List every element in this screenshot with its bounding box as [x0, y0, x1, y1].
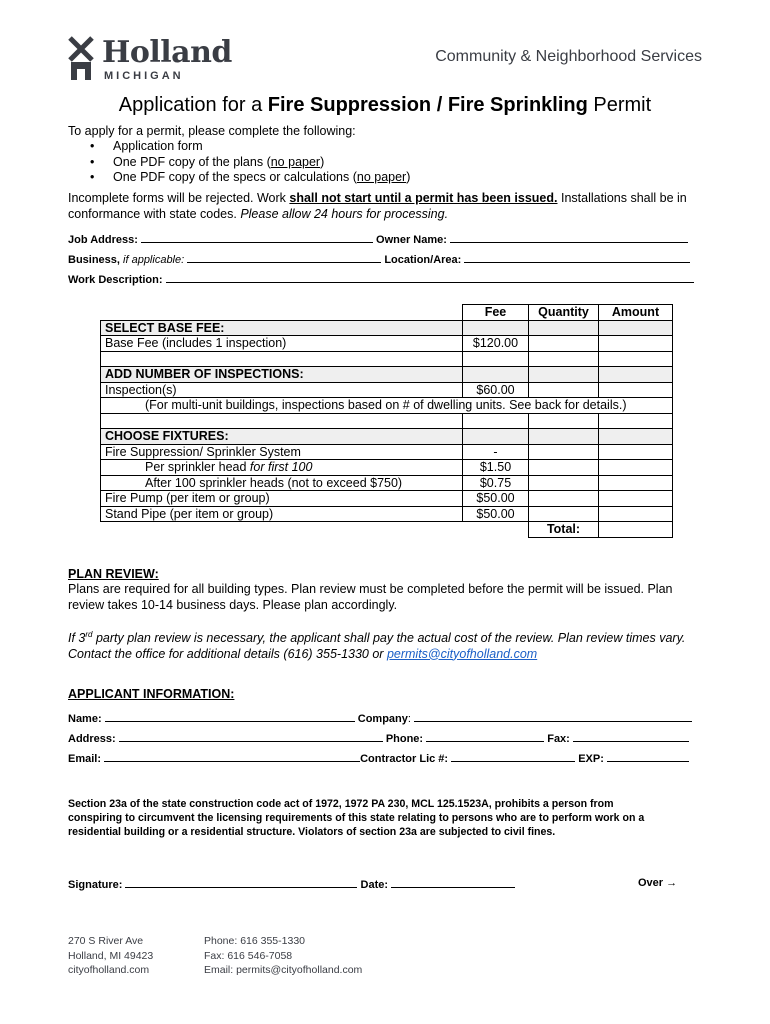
table-row [101, 460, 673, 476]
exp-label: EXP: [578, 753, 604, 765]
footer-email[interactable]: Email: permits@cityofholland.com [204, 964, 363, 976]
spacer-row [101, 413, 673, 429]
company-label: Company [357, 713, 408, 725]
fixture-fee: $50.00 [463, 506, 529, 522]
arrow-right-icon: → [666, 877, 678, 889]
signature-input[interactable] [125, 877, 357, 888]
business-label: Business, [68, 254, 120, 266]
title-post: Permit [587, 94, 652, 116]
permits-email-link[interactable]: permits@cityofholland.com [386, 646, 538, 661]
exp-input[interactable] [607, 751, 689, 762]
work-description-row [68, 272, 700, 286]
base-fee-section: SELECT BASE FEE: [101, 320, 463, 336]
footer-fax: Fax: 616 546-7058 [204, 949, 293, 962]
fixture-amount[interactable] [599, 506, 673, 522]
fixture-label: After 100 sprinkler heads (not to exceed $750) [101, 475, 463, 491]
plan-review-text: Plans are required for all building types. Plan review must be completed before the permit will be issued. Plan review takes 10-14 business days. Please plan accordingly. [68, 582, 673, 612]
phone-label: Phone: [385, 733, 424, 745]
table-row [101, 444, 673, 460]
fixture-amount[interactable] [599, 460, 673, 476]
table-row [101, 382, 673, 398]
address-input[interactable] [119, 731, 383, 742]
job-address-label: Job Address: [68, 234, 138, 246]
logo-state: MICHIGAN [104, 70, 184, 82]
section-row [101, 367, 673, 383]
list-item: • One PDF copy of the specs or calculations (no paper) [68, 170, 410, 186]
inspections-note: (For multi-unit buildings, inspections based on # of dwelling units. See back for details.) [101, 398, 673, 414]
section-row [101, 320, 673, 336]
phone-input[interactable] [426, 731, 544, 742]
incomplete-warning: Incomplete forms will be rejected. Work shall not start until a permit has been issued. Installations shall be in conformance with state codes. Please allow 24 hours for processing. [68, 191, 687, 221]
fee-table [100, 304, 672, 538]
owner-name-input[interactable] [450, 232, 688, 243]
intro-lead: To apply for a permit, please complete the following: [68, 124, 356, 138]
table-row [101, 336, 673, 352]
location-input[interactable] [464, 252, 690, 263]
quantity-header: Quantity [529, 305, 599, 321]
email-label: Email: [68, 753, 102, 765]
fixture-label: Stand Pipe (per item or group) [101, 506, 463, 522]
signature-label: Signature: [68, 879, 123, 891]
holland-logo [68, 35, 232, 84]
fixture-fee: $1.50 [463, 460, 529, 476]
title-bold: Fire Suppression / Fire Sprinkling [267, 94, 588, 116]
footer-city-line: Holland, MI 49423 [68, 949, 154, 962]
fixture-quantity[interactable] [529, 475, 599, 491]
legal-notice: Section 23a of the state construction code act of 1972, 1972 PA 230, MCL 125.1523A, prohibits a person from conspiring to circumvent the licensing requirements of this state relating to persons who are to perform work on a residential building or a residential structure. Violators of section 23a are subjected to civil fines. [68, 798, 645, 838]
email-input[interactable] [104, 751, 360, 762]
inspections-label: Inspection(s) [101, 382, 463, 398]
base-fee-label: Base Fee (includes 1 inspection) [101, 336, 463, 352]
fixture-fee: $0.75 [463, 475, 529, 491]
fixture-label: Fire Suppression/ Sprinkler System [101, 444, 463, 460]
table-row [101, 506, 673, 522]
name-input[interactable] [105, 711, 355, 722]
address-label: Address: [68, 733, 116, 745]
company-input[interactable] [414, 711, 692, 722]
footer-contact [204, 934, 362, 978]
fixture-quantity[interactable] [529, 506, 599, 522]
name-label: Name: [68, 713, 102, 725]
table-row [101, 475, 673, 491]
name-row: Name: Company: [68, 711, 700, 725]
business-input[interactable] [187, 252, 381, 263]
if-applicable-label: if applicable: [119, 254, 185, 266]
contractor-lic-label: Contractor Lic #: [360, 753, 449, 765]
list-item: • One PDF copy of the plans (no paper) [68, 155, 410, 171]
email-row [68, 751, 700, 765]
job-address-row [68, 232, 700, 246]
fixture-fee: - [463, 444, 529, 460]
base-fee-value: $120.00 [463, 336, 529, 352]
date-input[interactable] [391, 877, 515, 888]
total-label: Total: [529, 522, 599, 538]
fixture-quantity[interactable] [529, 444, 599, 460]
base-fee-amount[interactable] [599, 336, 673, 352]
fax-label: Fax: [547, 733, 570, 745]
fax-input[interactable] [573, 731, 689, 742]
third-party-text: If 3rd party plan review is necessary, the applicant shall pay the actual cost of the review. Plan review times vary. Contact the office for additional details (616) 355-1330 or permits@cityofholland.com [68, 630, 686, 661]
inspections-section: ADD NUMBER OF INSPECTIONS: [101, 367, 463, 383]
fixtures-section: CHOOSE FIXTURES: [101, 429, 463, 445]
owner-name-label: Owner Name: [376, 234, 447, 246]
holland-windmill-icon [68, 36, 94, 84]
spacer-row [101, 351, 673, 367]
job-address-input[interactable] [141, 232, 373, 243]
work-description-input[interactable] [166, 272, 694, 283]
inspections-value: $60.00 [463, 382, 529, 398]
applicant-heading: APPLICANT INFORMATION: [68, 687, 235, 701]
list-item: • Application form [68, 139, 410, 155]
department-name: Community & Neighborhood Services [435, 48, 702, 65]
inspections-amount[interactable] [599, 382, 673, 398]
amount-header: Amount [599, 305, 673, 321]
table-header-row [101, 305, 673, 321]
work-description-label: Work Description: [68, 274, 163, 286]
fixture-quantity[interactable] [529, 460, 599, 476]
table-row [101, 491, 673, 507]
page-title [0, 94, 770, 117]
logo-name: Holland [102, 35, 232, 70]
plan-review-heading: PLAN REVIEW: [68, 567, 159, 581]
requirements-list [68, 139, 410, 186]
over-link[interactable]: Over → [638, 877, 678, 889]
contractor-lic-input[interactable] [451, 751, 575, 762]
date-label: Date: [360, 879, 389, 891]
total-amount[interactable] [599, 522, 673, 538]
footer-address-line: 270 S River Ave [68, 935, 144, 947]
fixture-fee: $50.00 [463, 491, 529, 507]
total-row [101, 522, 673, 538]
fixture-amount[interactable] [599, 475, 673, 491]
fixture-amount[interactable] [599, 444, 673, 460]
fixture-amount[interactable] [599, 491, 673, 507]
fixture-label: Fire Pump (per item or group) [101, 491, 463, 507]
business-row [68, 252, 700, 266]
fee-header: Fee [463, 305, 529, 321]
fixture-quantity[interactable] [529, 491, 599, 507]
footer-address [68, 934, 153, 978]
note-row [101, 398, 673, 414]
fixture-label: Per sprinkler head for first 100 [101, 460, 463, 476]
base-fee-quantity[interactable] [529, 336, 599, 352]
location-label: Location/Area: [384, 254, 462, 266]
footer-phone: Phone: 616 355-1330 [204, 935, 306, 947]
signature-row [68, 877, 515, 891]
title-pre: Application for a [118, 94, 268, 116]
inspections-quantity[interactable] [529, 382, 599, 398]
footer-website[interactable]: cityofholland.com [68, 964, 150, 976]
section-row [101, 429, 673, 445]
address-row [68, 731, 700, 745]
